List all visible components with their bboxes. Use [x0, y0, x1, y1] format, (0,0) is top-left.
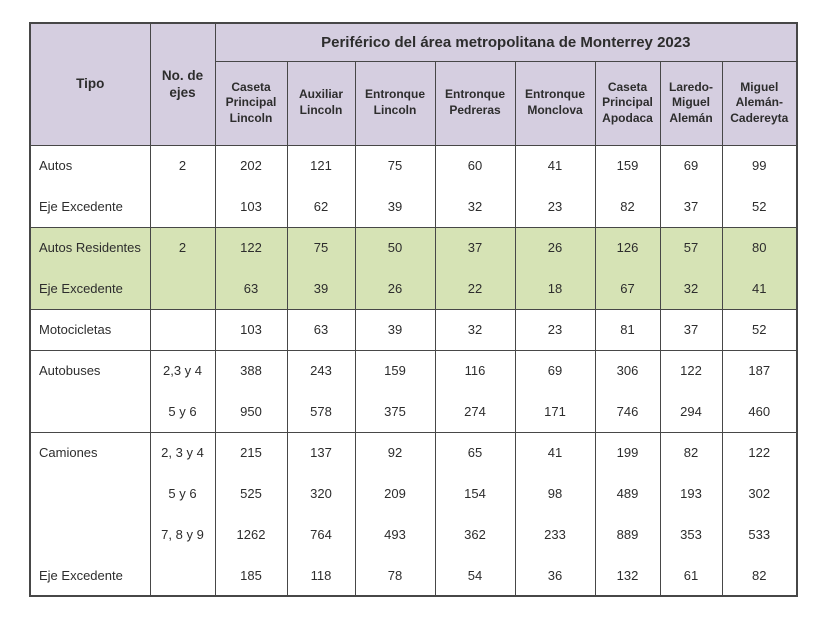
group-motocicletas: [30, 309, 797, 350]
table-row: [30, 555, 797, 596]
cell-value: 39: [355, 309, 435, 350]
row-label: Motocicletas: [30, 309, 150, 350]
cell-value: 199: [595, 432, 660, 473]
cell-value: 62: [287, 186, 355, 227]
cell-value: 37: [435, 227, 515, 268]
row-axles: 2, 3 y 4: [150, 432, 215, 473]
cell-value: 41: [722, 268, 797, 309]
cell-value: 185: [215, 555, 287, 596]
column-header-tipo: Tipo: [30, 23, 150, 145]
cell-value: 187: [722, 350, 797, 391]
cell-value: 52: [722, 309, 797, 350]
table-row: [30, 145, 797, 186]
cell-value: 764: [287, 514, 355, 555]
cell-value: 39: [355, 186, 435, 227]
cell-value: 23: [515, 309, 595, 350]
cell-value: 137: [287, 432, 355, 473]
table-row: [30, 350, 797, 391]
cell-value: 32: [435, 309, 515, 350]
cell-value: 746: [595, 391, 660, 432]
cell-value: 950: [215, 391, 287, 432]
group-autobuses: [30, 350, 797, 432]
cell-value: 80: [722, 227, 797, 268]
cell-value: 132: [595, 555, 660, 596]
row-axles: 2: [150, 227, 215, 268]
cell-value: 578: [287, 391, 355, 432]
cell-value: 1262: [215, 514, 287, 555]
cell-value: 81: [595, 309, 660, 350]
cell-value: 32: [435, 186, 515, 227]
table-header: [30, 23, 797, 145]
row-axles: 5 y 6: [150, 391, 215, 432]
table-row: [30, 309, 797, 350]
row-label: [30, 391, 150, 432]
cell-value: 36: [515, 555, 595, 596]
cell-value: 99: [722, 145, 797, 186]
column-header-entronque-lincoln: Entronque Lincoln: [355, 61, 435, 145]
cell-value: 159: [355, 350, 435, 391]
cell-value: 50: [355, 227, 435, 268]
cell-value: 460: [722, 391, 797, 432]
row-label: Autos: [30, 145, 150, 186]
cell-value: 92: [355, 432, 435, 473]
row-label: Camiones: [30, 432, 150, 473]
header-title-row: [30, 23, 797, 61]
cell-value: 193: [660, 473, 722, 514]
cell-value: 122: [722, 432, 797, 473]
cell-value: 306: [595, 350, 660, 391]
cell-value: 489: [595, 473, 660, 514]
group-autos: [30, 145, 797, 227]
row-axles: [150, 268, 215, 309]
column-header-laredo-miguel-aleman: Laredo-Miguel Alemán: [660, 61, 722, 145]
group-autos-residentes: [30, 227, 797, 309]
table-row: [30, 186, 797, 227]
row-axles: [150, 309, 215, 350]
column-header-ejes: No. de ejes: [150, 23, 215, 145]
cell-value: 98: [515, 473, 595, 514]
cell-value: 122: [215, 227, 287, 268]
row-axles: 2,3 y 4: [150, 350, 215, 391]
cell-value: 82: [595, 186, 660, 227]
cell-value: 122: [660, 350, 722, 391]
row-axles: [150, 555, 215, 596]
cell-value: 233: [515, 514, 595, 555]
cell-value: 32: [660, 268, 722, 309]
cell-value: 202: [215, 145, 287, 186]
cell-value: 302: [722, 473, 797, 514]
column-header-caseta-principal-lincoln: Caseta Principal Lincoln: [215, 61, 287, 145]
cell-value: 39: [287, 268, 355, 309]
row-label: Eje Excedente: [30, 186, 150, 227]
column-header-caseta-principal-apodaca: Caseta Principal Apodaca: [595, 61, 660, 145]
row-label: Autos Residentes: [30, 227, 150, 268]
cell-value: 121: [287, 145, 355, 186]
cell-value: 209: [355, 473, 435, 514]
cell-value: 26: [355, 268, 435, 309]
table-row: [30, 473, 797, 514]
cell-value: 375: [355, 391, 435, 432]
toll-data-table: [29, 22, 798, 597]
cell-value: 82: [722, 555, 797, 596]
cell-value: 75: [355, 145, 435, 186]
cell-value: 57: [660, 227, 722, 268]
cell-value: 215: [215, 432, 287, 473]
cell-value: 533: [722, 514, 797, 555]
cell-value: 126: [595, 227, 660, 268]
column-header-entronque-pedreras: Entronque Pedreras: [435, 61, 515, 145]
table-row: [30, 268, 797, 309]
cell-value: 52: [722, 186, 797, 227]
cell-value: 274: [435, 391, 515, 432]
row-axles: [150, 186, 215, 227]
cell-value: 41: [515, 432, 595, 473]
cell-value: 525: [215, 473, 287, 514]
cell-value: 41: [515, 145, 595, 186]
cell-value: 320: [287, 473, 355, 514]
cell-value: 37: [660, 309, 722, 350]
cell-value: 154: [435, 473, 515, 514]
row-label: Eje Excedente: [30, 268, 150, 309]
cell-value: 65: [435, 432, 515, 473]
cell-value: 294: [660, 391, 722, 432]
table-row: [30, 514, 797, 555]
cell-value: 69: [515, 350, 595, 391]
column-header-miguel-aleman-cadereyta: Miguel Alemán-Cadereyta: [722, 61, 797, 145]
row-label: [30, 514, 150, 555]
cell-value: 23: [515, 186, 595, 227]
cell-value: 82: [660, 432, 722, 473]
table-title: Periférico del área metropolitana de Monterrey 2023: [215, 23, 797, 61]
cell-value: 37: [660, 186, 722, 227]
cell-value: 26: [515, 227, 595, 268]
cell-value: 118: [287, 555, 355, 596]
cell-value: 103: [215, 186, 287, 227]
cell-value: 54: [435, 555, 515, 596]
cell-value: 69: [660, 145, 722, 186]
table-row: [30, 391, 797, 432]
cell-value: 75: [287, 227, 355, 268]
row-label: Autobuses: [30, 350, 150, 391]
cell-value: 61: [660, 555, 722, 596]
group-camiones: [30, 432, 797, 596]
table-row: [30, 227, 797, 268]
table-row: [30, 432, 797, 473]
cell-value: 116: [435, 350, 515, 391]
cell-value: 22: [435, 268, 515, 309]
cell-value: 18: [515, 268, 595, 309]
column-header-entronque-monclova: Entronque Monclova: [515, 61, 595, 145]
cell-value: 889: [595, 514, 660, 555]
cell-value: 493: [355, 514, 435, 555]
cell-value: 159: [595, 145, 660, 186]
row-label: [30, 473, 150, 514]
cell-value: 243: [287, 350, 355, 391]
cell-value: 67: [595, 268, 660, 309]
row-axles: 5 y 6: [150, 473, 215, 514]
cell-value: 103: [215, 309, 287, 350]
cell-value: 362: [435, 514, 515, 555]
cell-value: 78: [355, 555, 435, 596]
cell-value: 388: [215, 350, 287, 391]
cell-value: 171: [515, 391, 595, 432]
cell-value: 60: [435, 145, 515, 186]
cell-value: 63: [215, 268, 287, 309]
row-axles: 7, 8 y 9: [150, 514, 215, 555]
cell-value: 63: [287, 309, 355, 350]
row-axles: 2: [150, 145, 215, 186]
cell-value: 353: [660, 514, 722, 555]
row-label: Eje Excedente: [30, 555, 150, 596]
column-header-auxiliar-lincoln: Auxiliar Lincoln: [287, 61, 355, 145]
